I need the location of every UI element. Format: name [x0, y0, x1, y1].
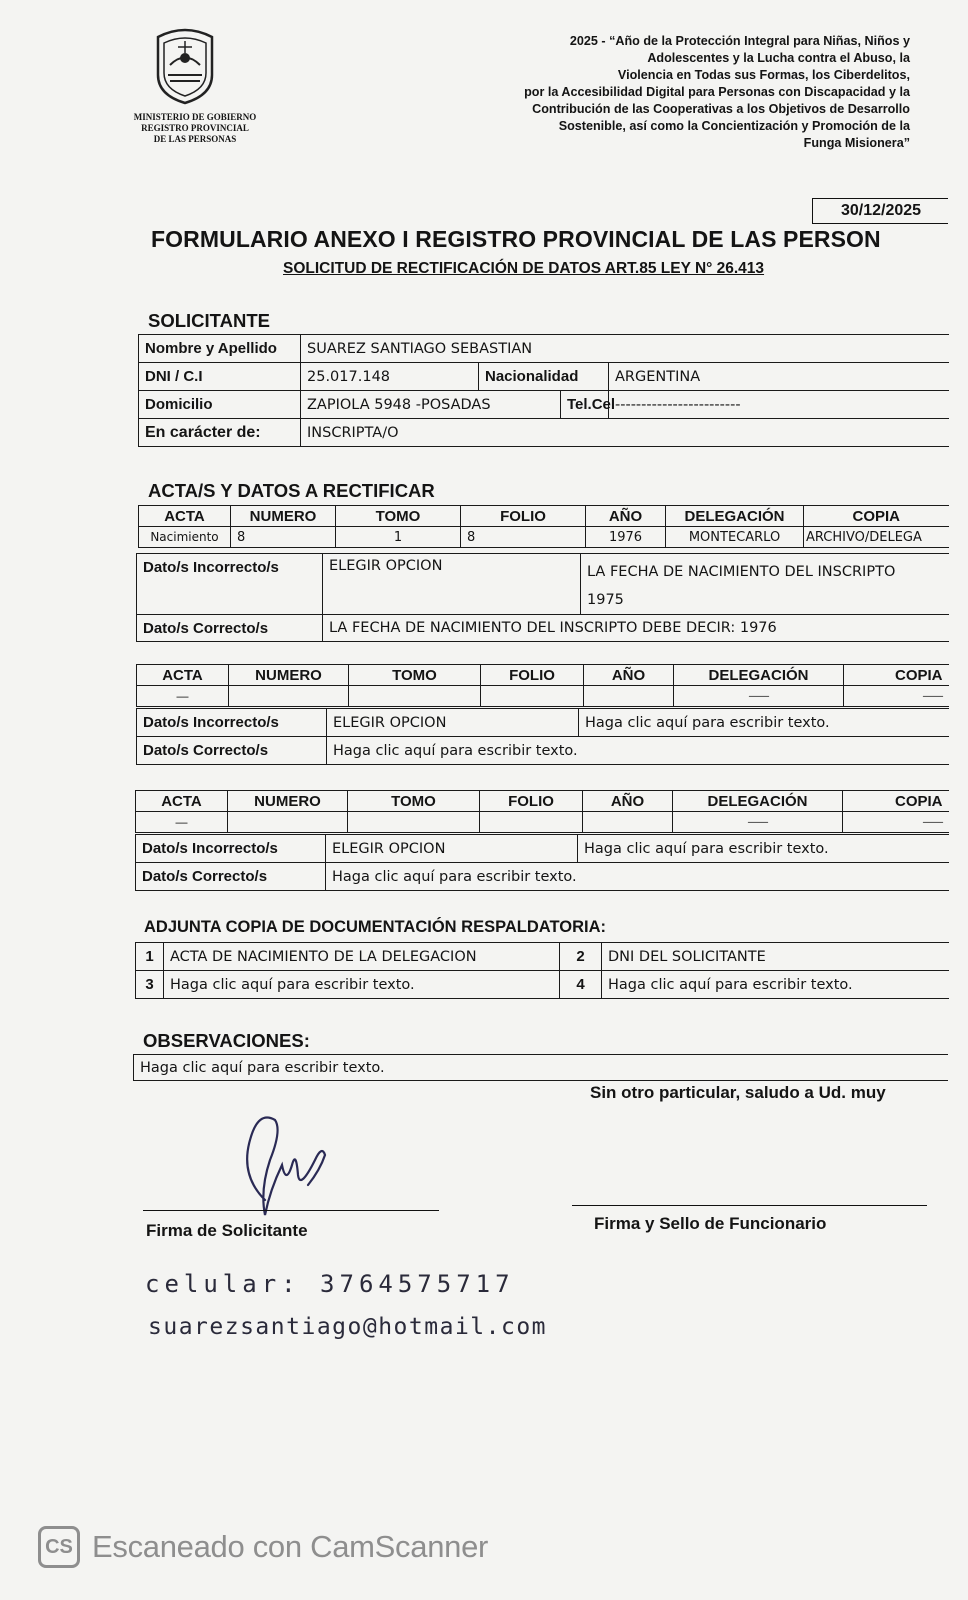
motto-line: Violencia en Todas sus Formas, los Ciberdelitos,	[617, 68, 910, 82]
anio-field[interactable]	[583, 812, 673, 833]
attachments-heading: ADJUNTA COPIA DE DOCUMENTACIÓN RESPALDATORIA:	[144, 918, 606, 936]
folio-field[interactable]	[481, 686, 584, 707]
incorrect-field[interactable]: Haga clic aquí para escribir texto.	[579, 709, 949, 737]
table-row	[134, 1055, 949, 1081]
actas-heading: ACTA/S Y DATOS A RECTIFICAR	[148, 480, 435, 501]
solicitante-heading: SOLICITANTE	[148, 310, 270, 331]
closing-text: Sin otro particular, saludo a Ud. muy	[590, 1083, 886, 1102]
table-row	[139, 391, 949, 419]
acta-detail-table-2	[136, 708, 949, 765]
table-row	[136, 835, 949, 863]
observations-heading: OBSERVACIONES:	[143, 1030, 310, 1051]
official-signature-label: Firma y Sello de Funcionario	[594, 1214, 827, 1233]
year-motto	[440, 33, 910, 152]
motto-line: 2025 - “Año de la Protección Integral para Niñas, Niños y	[569, 34, 910, 48]
delegacion-field[interactable]: ----------	[673, 812, 843, 833]
acta-field[interactable]: —	[137, 686, 229, 707]
correct-field[interactable]: LA FECHA DE NACIMIENTO DEL INSCRIPTO DEBE DECIR: 1976	[323, 615, 949, 642]
table-row	[137, 665, 949, 686]
table-row	[136, 863, 949, 891]
col-delegacion: DELEGACIÓN	[673, 791, 843, 812]
provincial-crest-icon	[150, 25, 220, 105]
form-title: FORMULARIO ANEXO I REGISTRO PROVINCIAL DE LAS PERSON	[151, 226, 881, 252]
incorrect-label: Dato/s Incorrecto/s	[137, 554, 323, 615]
table-row	[137, 709, 949, 737]
copia-field[interactable]: ----------	[844, 686, 949, 707]
incorrect-text: LA FECHA DE NACIMIENTO DEL INSCRIPTO	[587, 564, 896, 580]
numero-field[interactable]: 8	[231, 527, 336, 548]
incorrect-field[interactable]: Haga clic aquí para escribir texto.	[578, 835, 949, 863]
incorrect-label: Dato/s Incorrecto/s	[137, 709, 327, 737]
col-folio: FOLIO	[480, 791, 583, 812]
solicitante-table	[138, 334, 949, 447]
observations-field[interactable]: Haga clic aquí para escribir texto.	[134, 1055, 949, 1081]
character-label: En carácter de:	[139, 419, 301, 447]
table-row	[139, 527, 949, 548]
copia-field[interactable]: ----------	[843, 812, 949, 833]
watermark-text: Escaneado con CamScanner	[92, 1529, 489, 1564]
anio-field[interactable]	[584, 686, 674, 707]
col-acta: ACTA	[137, 665, 229, 686]
correct-field[interactable]: Haga clic aquí para escribir texto.	[327, 737, 949, 765]
col-tomo: TOMO	[349, 665, 481, 686]
table-row	[137, 554, 949, 615]
table-row	[136, 943, 949, 971]
col-copia: COPIA	[804, 506, 949, 527]
ministry-line: DE LAS PERSONAS	[153, 134, 237, 144]
attachment-number: 2	[560, 943, 602, 971]
numero-field[interactable]	[228, 812, 348, 833]
col-anio: AÑO	[586, 506, 666, 527]
table-row	[139, 363, 949, 391]
numero-field[interactable]	[229, 686, 349, 707]
handwritten-phone: celular: 3764575717	[145, 1270, 515, 1298]
address-field[interactable]: ZAPIOLA 5948 -POSADAS	[301, 391, 561, 419]
option-select[interactable]: ELEGIR OPCION	[326, 835, 578, 863]
correct-label: Dato/s Correcto/s	[136, 863, 326, 891]
correct-label: Dato/s Correcto/s	[137, 737, 327, 765]
delegacion-field[interactable]: MONTECARLO	[666, 527, 804, 548]
phone-field[interactable]: ------------------------	[609, 391, 949, 419]
col-tomo: TOMO	[336, 506, 461, 527]
col-numero: NUMERO	[229, 665, 349, 686]
tomo-field[interactable]: 1	[336, 527, 461, 548]
form-subtitle: SOLICITUD DE RECTIFICACIÓN DE DATOS ART.85 LEY N° 26.413	[283, 260, 765, 277]
table-row	[136, 971, 949, 999]
table-row	[136, 791, 949, 812]
acta-detail-table-1	[136, 553, 949, 642]
attachment-field[interactable]: DNI DEL SOLICITANTE	[602, 943, 949, 971]
tomo-field[interactable]	[348, 812, 480, 833]
nationality-field[interactable]: ARGENTINA	[609, 363, 949, 391]
motto-line: por la Accesibilidad Digital para Personas con Discapacidad y la	[524, 85, 910, 99]
acta-detail-table-3	[135, 834, 949, 891]
col-numero: NUMERO	[228, 791, 348, 812]
incorrect-field[interactable]	[581, 554, 949, 615]
col-copia: COPIA	[844, 665, 949, 686]
ministry-header	[110, 112, 280, 145]
col-numero: NUMERO	[231, 506, 336, 527]
col-acta: ACTA	[139, 506, 231, 527]
acta-field[interactable]: —	[136, 812, 228, 833]
camscanner-watermark	[38, 1523, 488, 1571]
motto-line: Funga Misionera”	[803, 136, 910, 150]
name-label: Nombre y Apellido	[139, 335, 301, 363]
correct-field[interactable]: Haga clic aquí para escribir texto.	[326, 863, 949, 891]
table-row	[139, 419, 949, 447]
correct-label: Dato/s Correcto/s	[137, 615, 323, 642]
form-date[interactable]: 30/12/2025	[812, 198, 948, 224]
table-row	[137, 737, 949, 765]
applicant-signature-line	[143, 1210, 439, 1211]
col-tomo: TOMO	[348, 791, 480, 812]
phone-label: Tel.Cel	[561, 391, 609, 419]
attachment-field[interactable]: ACTA DE NACIMIENTO DE LA DELEGACION	[164, 943, 560, 971]
folio-field[interactable]: 8	[461, 527, 586, 548]
nationality-label: Nacionalidad	[479, 363, 609, 391]
attachment-number: 1	[136, 943, 164, 971]
character-field[interactable]: INSCRIPTA/O	[301, 419, 949, 447]
incorrect-label: Dato/s Incorrecto/s	[136, 835, 326, 863]
incorrect-text-2: 1975	[587, 592, 624, 608]
acta-table-2	[136, 664, 949, 707]
signature-drawing-icon	[220, 1105, 350, 1225]
col-folio: FOLIO	[481, 665, 584, 686]
col-anio: AÑO	[584, 665, 674, 686]
delegacion-field[interactable]: ----------	[674, 686, 844, 707]
name-field[interactable]: SUAREZ SANTIAGO SEBASTIAN	[301, 335, 949, 363]
col-acta: ACTA	[136, 791, 228, 812]
col-copia: COPIA	[843, 791, 949, 812]
motto-line: Contribución de las Cooperativas a los Objetivos de Desarrollo	[532, 102, 910, 116]
acta-table-3	[135, 790, 949, 833]
col-folio: FOLIO	[461, 506, 586, 527]
attachments-table	[135, 942, 949, 999]
folio-field[interactable]	[480, 812, 583, 833]
address-label: Domicilio	[139, 391, 301, 419]
official-signature-line	[572, 1205, 927, 1206]
attachment-field[interactable]: Haga clic aquí para escribir texto.	[164, 971, 560, 999]
motto-line: Adolescentes y la Lucha contra el Abuso, la	[647, 51, 910, 65]
col-anio: AÑO	[583, 791, 673, 812]
acta-field[interactable]: Nacimiento	[139, 527, 231, 548]
option-select[interactable]: ELEGIR OPCION	[323, 554, 581, 615]
observations-table	[133, 1054, 948, 1081]
option-select[interactable]: ELEGIR OPCION	[327, 709, 579, 737]
table-row	[136, 812, 949, 833]
motto-line: Sostenible, así como la Concientización y Promoción de la	[558, 119, 910, 133]
dni-label: DNI / C.I	[139, 363, 301, 391]
handwritten-email: suarezsantiago@hotmail.com	[148, 1314, 548, 1340]
acta-table-1	[138, 505, 949, 548]
col-delegacion: DELEGACIÓN	[666, 506, 804, 527]
attachment-number: 4	[560, 971, 602, 999]
attachment-number: 3	[136, 971, 164, 999]
table-row	[137, 615, 949, 642]
copia-field[interactable]: ARCHIVO/DELEGA	[804, 527, 949, 548]
dni-field[interactable]: 25.017.148	[301, 363, 479, 391]
ministry-line: MINISTERIO DE GOBIERNO	[133, 112, 257, 122]
camscanner-logo-icon: CS	[38, 1526, 80, 1568]
applicant-signature-label: Firma de Solicitante	[146, 1221, 308, 1240]
table-row	[137, 686, 949, 707]
table-row	[139, 335, 949, 363]
table-row	[139, 506, 949, 527]
attachment-field[interactable]: Haga clic aquí para escribir texto.	[602, 971, 949, 999]
tomo-field[interactable]	[349, 686, 481, 707]
ministry-line: REGISTRO PROVINCIAL	[141, 123, 249, 133]
anio-field[interactable]: 1976	[586, 527, 666, 548]
col-delegacion: DELEGACIÓN	[674, 665, 844, 686]
